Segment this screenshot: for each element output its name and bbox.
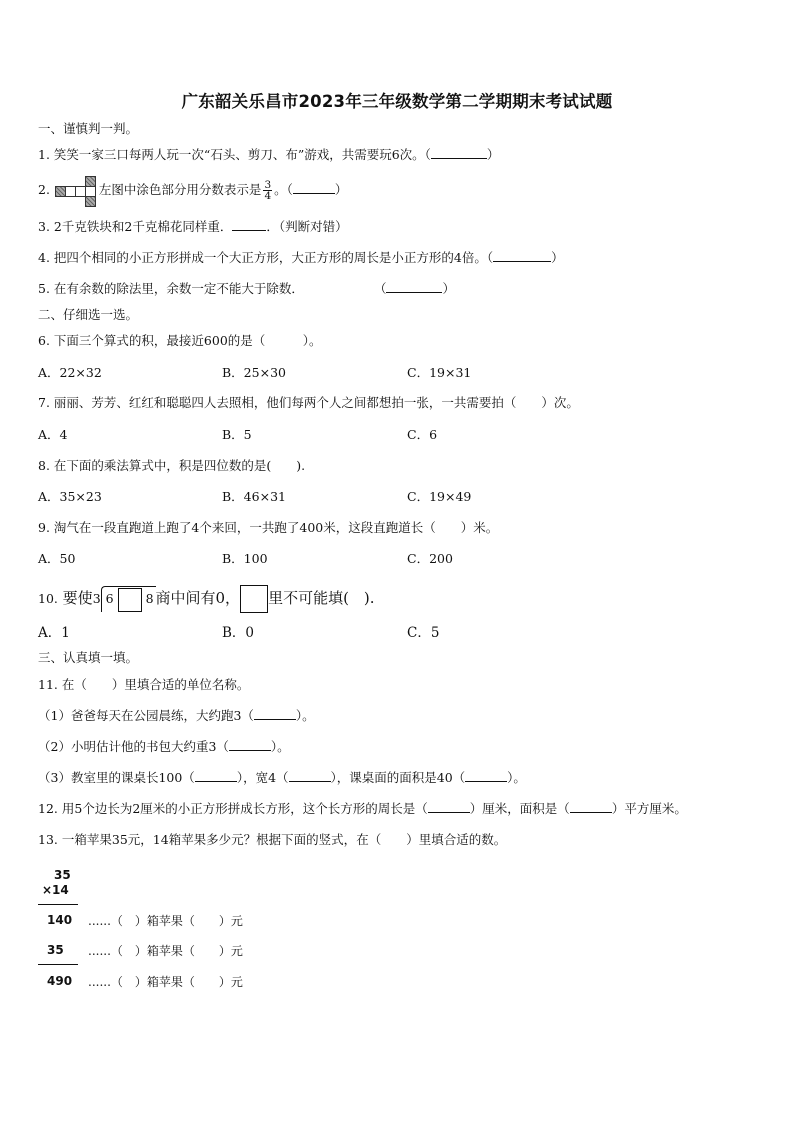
q7-option-b[interactable]: B．5 bbox=[222, 427, 252, 442]
q11-sub-1-blank[interactable] bbox=[254, 708, 296, 720]
q10-option-b[interactable]: B．0 bbox=[222, 625, 255, 641]
q9-text: 淘气在一段直跑道上跑了4个来回，一共跑了400米，这段直跑道长（ ）米。 bbox=[53, 520, 499, 535]
divisor: 3 bbox=[92, 591, 101, 607]
question-2 bbox=[38, 174, 347, 206]
page-title: 广东韶关乐昌市2023年三年级数学第二学期期末考试试题 bbox=[181, 92, 613, 111]
q11-sub-2 bbox=[38, 739, 290, 755]
q2-number: 2. bbox=[38, 182, 50, 197]
q4-answer-blank[interactable] bbox=[493, 250, 551, 262]
q2-text: 左图中涂色部分用分数表示是 bbox=[98, 182, 262, 197]
q11-sub-2-end: ）。 bbox=[270, 739, 290, 754]
q11-sub-1-text: （1）爸爸每天在公园晨练，大约跑3（ bbox=[38, 708, 254, 723]
q2-end2: ） bbox=[334, 182, 348, 197]
multiplicand: 35 bbox=[54, 868, 71, 882]
q2-answer-blank[interactable] bbox=[293, 182, 335, 194]
q10-mid-text: 商中间有0， bbox=[155, 589, 241, 607]
q7-option-a[interactable]: A．4 bbox=[38, 427, 68, 442]
q8-option-b[interactable]: B．46×31 bbox=[222, 489, 286, 504]
q11-sub-3-blank-3[interactable] bbox=[465, 770, 507, 782]
question-6 bbox=[38, 333, 322, 349]
q1-number: 1. bbox=[38, 147, 50, 162]
q1-text: 笑笑一家三口每两人玩一次“石头、剪刀、布”游戏，共需要玩6次。（ bbox=[53, 147, 431, 162]
q4-text: 把四个相同的小正方形拼成一个大正方形，大正方形的周长是小正方形的4倍。（ bbox=[53, 250, 494, 265]
q12-blank-1[interactable] bbox=[428, 801, 470, 813]
q3-number: 3. bbox=[38, 219, 50, 234]
q1-end: ） bbox=[486, 147, 500, 162]
q6-option-c[interactable]: C．19×31 bbox=[407, 365, 472, 380]
long-division-expression bbox=[93, 586, 156, 612]
q12-text-2: ）厘米，面积是（ bbox=[469, 801, 570, 816]
dividend-blank-box[interactable] bbox=[118, 588, 142, 612]
q4-end: ） bbox=[551, 250, 564, 265]
q4-number: 4. bbox=[38, 250, 50, 265]
final-product-note: ......（ ）箱苹果（ ）元 bbox=[88, 975, 243, 989]
q10-option-a[interactable]: A．1 bbox=[38, 625, 70, 641]
q7-number: 7. bbox=[38, 395, 50, 410]
question-9 bbox=[38, 520, 498, 536]
grid-cell-shaded bbox=[85, 196, 96, 207]
q5-end2: ） bbox=[442, 281, 455, 296]
question-4 bbox=[38, 250, 564, 266]
q12-number: 12. bbox=[38, 801, 58, 816]
partial-product-1: 140 bbox=[47, 913, 73, 927]
q3-answer-blank[interactable] bbox=[232, 219, 266, 231]
q11-sub-3-text-2: ），宽4（ bbox=[236, 770, 289, 785]
q5-text: 在有余数的除法里，余数一定不能大于除数． bbox=[53, 281, 304, 296]
multiplier: ×14 bbox=[42, 883, 69, 897]
q5-end: （ bbox=[373, 281, 387, 296]
q11-sub-2-text: （2）小明估计他的书包大约重3（ bbox=[38, 739, 229, 754]
q11-sub-3-end: ）。 bbox=[507, 770, 526, 785]
q9-option-b[interactable]: B．100 bbox=[222, 551, 268, 566]
q8-text: 在下面的乘法算式中，积是四位数的是( ). bbox=[53, 458, 306, 473]
q1-answer-blank[interactable] bbox=[431, 147, 487, 159]
q13-number: 13. bbox=[38, 832, 58, 847]
fraction-grid-figure bbox=[54, 176, 98, 206]
q10-post-text: 里不可能填( ). bbox=[268, 589, 375, 607]
q8-option-c[interactable]: C．19×49 bbox=[407, 489, 472, 504]
question-3 bbox=[38, 219, 348, 235]
dividend-digit-3: 8 bbox=[145, 591, 154, 607]
q9-number: 9. bbox=[38, 520, 50, 535]
q6-number: 6. bbox=[38, 333, 50, 348]
q11-sub-1 bbox=[38, 708, 315, 724]
q12-text-3: ）平方厘米。 bbox=[611, 801, 687, 816]
q11-sub-3-blank-2[interactable] bbox=[289, 770, 331, 782]
product-divider-line bbox=[38, 904, 78, 905]
final-product: 490 bbox=[47, 974, 73, 988]
question-11 bbox=[38, 677, 249, 693]
q8-number: 8. bbox=[38, 458, 50, 473]
q8-option-a[interactable]: A．35×23 bbox=[38, 489, 102, 504]
q11-sub-3-text-3: ），课桌面的面积是40（ bbox=[330, 770, 466, 785]
fraction-three-quarters: $\frac{3}{4}$ bbox=[264, 179, 272, 202]
sum-divider-line bbox=[38, 964, 78, 965]
q5-answer-blank[interactable] bbox=[386, 281, 442, 293]
q7-text: 丽丽、芳芳、红红和聪聪四人去照相，他们每两个人之间都想拍一张，一共需要拍（ ）次。 bbox=[53, 395, 579, 410]
q6-text: 下面三个算式的积，最接近600的是（ ）。 bbox=[53, 333, 322, 348]
partial-product-2: 35 bbox=[47, 943, 64, 957]
q10-option-c[interactable]: C．5 bbox=[407, 625, 440, 641]
partial-product-2-note: ......（ ）箱苹果（ ）元 bbox=[88, 944, 243, 958]
question-8 bbox=[38, 458, 305, 474]
question-1 bbox=[38, 147, 499, 163]
question-5 bbox=[38, 281, 455, 297]
q9-option-c[interactable]: C．200 bbox=[407, 551, 453, 566]
q9-option-a[interactable]: A．50 bbox=[38, 551, 76, 566]
q11-sub-1-end: ）。 bbox=[295, 708, 315, 723]
q6-option-a[interactable]: A．22×32 bbox=[38, 365, 102, 380]
q3-text: 2千克铁块和2千克棉花同样重． bbox=[53, 219, 233, 234]
q12-text-1: 用5个边长为2厘米的小正方形拼成长方形，这个长方形的周长是（ bbox=[61, 801, 428, 816]
q10-pre-text: 要使 bbox=[62, 589, 93, 607]
q5-number: 5. bbox=[38, 281, 50, 296]
question-7 bbox=[38, 395, 579, 411]
q11-sub-3 bbox=[38, 770, 526, 786]
q7-option-c[interactable]: C．6 bbox=[407, 427, 438, 442]
blank-box[interactable] bbox=[240, 585, 268, 613]
partial-product-1-note: ......（ ）箱苹果（ ）元 bbox=[88, 914, 243, 928]
q11-sub-3-text: （3）教室里的课桌长100（ bbox=[38, 770, 195, 785]
q2-end: 。（ bbox=[274, 182, 293, 197]
q13-text: 一箱苹果35元，14箱苹果多少元？根据下面的竖式，在（ ）里填合适的数。 bbox=[61, 832, 507, 847]
q11-number: 11. bbox=[38, 677, 58, 692]
question-13 bbox=[38, 832, 506, 848]
q11-text: 在（ ）里填合适的单位名称。 bbox=[61, 677, 250, 692]
section-3-heading: 三、认真填一填。 bbox=[38, 650, 139, 665]
q12-blank-2[interactable] bbox=[570, 801, 612, 813]
q10-number: 10. bbox=[38, 591, 58, 606]
q6-option-b[interactable]: B．25×30 bbox=[222, 365, 286, 380]
question-10 bbox=[38, 585, 375, 613]
question-12 bbox=[38, 801, 687, 817]
q3-end: ．（判断对错） bbox=[266, 219, 348, 234]
dividend-digit-1: 6 bbox=[105, 591, 114, 607]
q11-sub-3-blank-1[interactable] bbox=[195, 770, 237, 782]
section-1-heading: 一、谨慎判一判。 bbox=[38, 121, 139, 136]
section-2-heading: 二、仔细选一选。 bbox=[38, 307, 139, 322]
q11-sub-2-blank[interactable] bbox=[229, 739, 271, 751]
